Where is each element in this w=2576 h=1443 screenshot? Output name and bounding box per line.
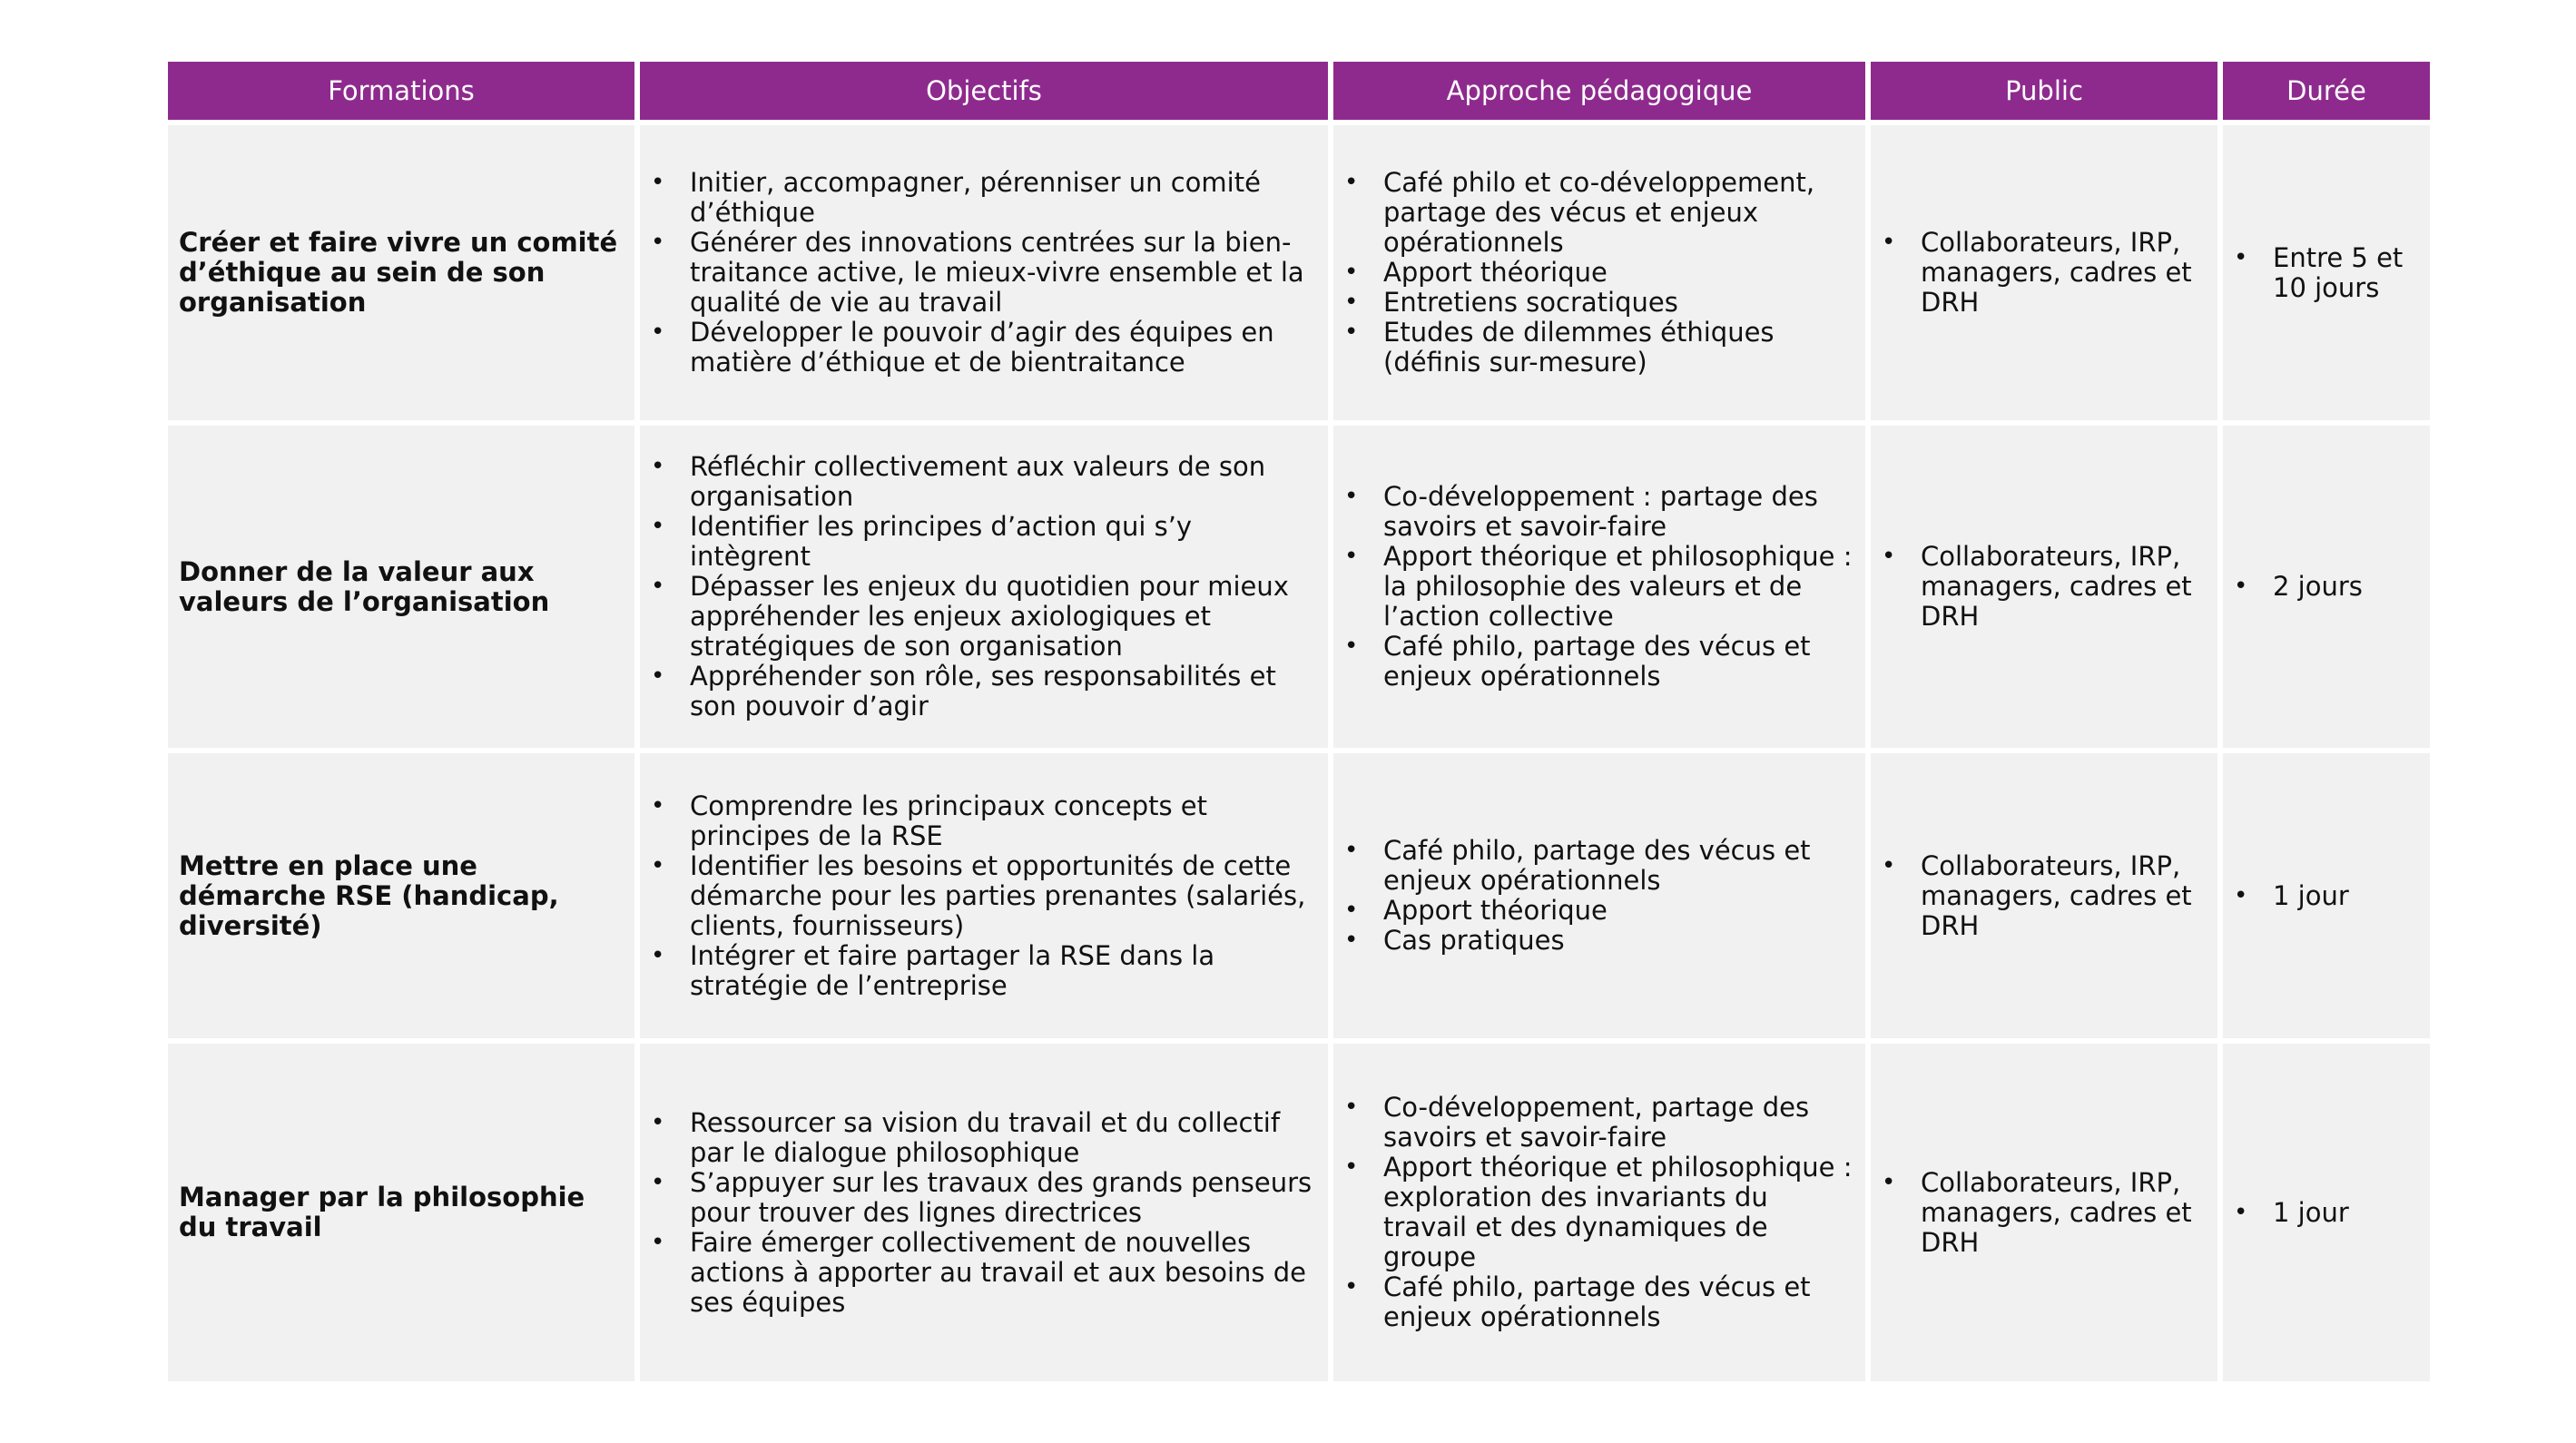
table-row bbox=[168, 753, 2430, 1038]
list-item: • 1 jour bbox=[2234, 1198, 2421, 1228]
list-item: • Réfléchir collectivement aux valeurs de son organisation bbox=[651, 452, 1319, 512]
list-item: • Ressourcer sa vision du travail et du collectif par le dialogue philosophique bbox=[651, 1108, 1319, 1168]
list-item: • Développer le pouvoir d’agir des équipes en matière d’éthique et de bientraitance bbox=[651, 318, 1319, 378]
list-item: • Apport théorique et philosophique : exploration des invariants du travail et des dynamiques de groupe bbox=[1344, 1153, 1856, 1272]
course-title: Donner de la valeur aux valeurs de l’organisation bbox=[168, 426, 634, 748]
objectifs-list bbox=[651, 1108, 1319, 1318]
header-objectifs: Objectifs bbox=[640, 62, 1328, 120]
list-item: • Identifier les principes d’action qui s’y intègrent bbox=[651, 512, 1319, 572]
header-duree: Durée bbox=[2223, 62, 2430, 120]
duree-list bbox=[2234, 572, 2421, 602]
objectifs-cell bbox=[640, 426, 1328, 748]
list-item: • Apport théorique bbox=[1344, 896, 1856, 926]
list-item: • Café philo et co-développement, partage des vécus et enjeux opérationnels bbox=[1344, 168, 1856, 258]
header-public: Public bbox=[1871, 62, 2217, 120]
duree-cell bbox=[2223, 125, 2430, 420]
approche-cell bbox=[1333, 125, 1865, 420]
list-item: • 2 jours bbox=[2234, 572, 2421, 602]
list-item: • Comprendre les principaux concepts et principes de la RSE bbox=[651, 791, 1319, 851]
objectifs-cell bbox=[640, 1044, 1328, 1381]
list-item: • Générer des innovations centrées sur la bien-traitance active, le mieux-vivre ensemble et la qualité de vie au travail bbox=[651, 228, 1319, 318]
approche-cell bbox=[1333, 753, 1865, 1038]
list-item: • Faire émerger collectivement de nouvelles actions à apporter au travail et aux besoins de ses équipes bbox=[651, 1228, 1319, 1318]
public-list bbox=[1882, 542, 2208, 632]
list-item: • Initier, accompagner, pérenniser un comité d’éthique bbox=[651, 168, 1319, 228]
approche-list bbox=[1344, 482, 1856, 692]
duree-cell bbox=[2223, 426, 2430, 748]
header-formations: Formations bbox=[168, 62, 634, 120]
list-item: • S’appuyer sur les travaux des grands penseurs pour trouver des lignes directrices bbox=[651, 1168, 1319, 1228]
list-item: • Entre 5 et 10 jours bbox=[2234, 243, 2421, 303]
list-item: • Identifier les besoins et opportunités de cette démarche pour les parties prenantes (salariés, clients, fournisseurs) bbox=[651, 851, 1319, 941]
public-cell bbox=[1871, 1044, 2217, 1381]
public-list bbox=[1882, 1168, 2208, 1258]
table-row bbox=[168, 125, 2430, 420]
list-item: • Etudes de dilemmes éthiques (définis sur-mesure) bbox=[1344, 318, 1856, 378]
list-item: • Apport théorique et philosophique : la philosophie des valeurs et de l’action collective bbox=[1344, 542, 1856, 632]
table-row bbox=[168, 426, 2430, 748]
list-item: • Entretiens socratiques bbox=[1344, 288, 1856, 318]
course-title: Manager par la philosophie du travail bbox=[168, 1044, 634, 1381]
approche-cell bbox=[1333, 1044, 1865, 1381]
list-item: • Apport théorique bbox=[1344, 258, 1856, 288]
duree-list bbox=[2234, 881, 2421, 911]
list-item: • Intégrer et faire partager la RSE dans la stratégie de l’entreprise bbox=[651, 941, 1319, 1001]
approche-list bbox=[1344, 1093, 1856, 1332]
list-item: • Collaborateurs, IRP, managers, cadres et DRH bbox=[1882, 1168, 2208, 1258]
course-title: Créer et faire vivre un comité d’éthique au sein de son organisation bbox=[168, 125, 634, 420]
approche-list bbox=[1344, 836, 1856, 956]
duree-list bbox=[2234, 243, 2421, 303]
public-cell bbox=[1871, 125, 2217, 420]
list-item: • Collaborateurs, IRP, managers, cadres et DRH bbox=[1882, 228, 2208, 318]
approche-list bbox=[1344, 168, 1856, 378]
course-title: Mettre en place une démarche RSE (handicap, diversité) bbox=[168, 753, 634, 1038]
objectifs-list bbox=[651, 791, 1319, 1001]
approche-cell bbox=[1333, 426, 1865, 748]
objectifs-list bbox=[651, 452, 1319, 722]
public-cell bbox=[1871, 753, 2217, 1038]
list-item: • 1 jour bbox=[2234, 881, 2421, 911]
list-item: • Collaborateurs, IRP, managers, cadres et DRH bbox=[1882, 851, 2208, 941]
duree-list bbox=[2234, 1198, 2421, 1228]
objectifs-list bbox=[651, 168, 1319, 378]
list-item: • Collaborateurs, IRP, managers, cadres et DRH bbox=[1882, 542, 2208, 632]
duree-cell bbox=[2223, 753, 2430, 1038]
public-list bbox=[1882, 851, 2208, 941]
formations-table-wrapper bbox=[168, 62, 2430, 1381]
header-approche: Approche pédagogique bbox=[1333, 62, 1865, 120]
list-item: • Co-développement, partage des savoirs et savoir-faire bbox=[1344, 1093, 1856, 1153]
list-item: • Co-développement : partage des savoirs et savoir-faire bbox=[1344, 482, 1856, 542]
public-cell bbox=[1871, 426, 2217, 748]
list-item: • Cas pratiques bbox=[1344, 926, 1856, 956]
objectifs-cell bbox=[640, 125, 1328, 420]
list-item: • Café philo, partage des vécus et enjeux opérationnels bbox=[1344, 836, 1856, 896]
list-item: • Café philo, partage des vécus et enjeux opérationnels bbox=[1344, 1272, 1856, 1332]
table-row bbox=[168, 1044, 2430, 1381]
header-row bbox=[168, 62, 2430, 120]
public-list bbox=[1882, 228, 2208, 318]
objectifs-cell bbox=[640, 753, 1328, 1038]
duree-cell bbox=[2223, 1044, 2430, 1381]
list-item: • Appréhender son rôle, ses responsabilités et son pouvoir d’agir bbox=[651, 662, 1319, 722]
list-item: • Dépasser les enjeux du quotidien pour mieux appréhender les enjeux axiologiques et stratégiques de son organisation bbox=[651, 572, 1319, 662]
formations-table bbox=[162, 56, 2435, 1387]
list-item: • Café philo, partage des vécus et enjeux opérationnels bbox=[1344, 632, 1856, 692]
